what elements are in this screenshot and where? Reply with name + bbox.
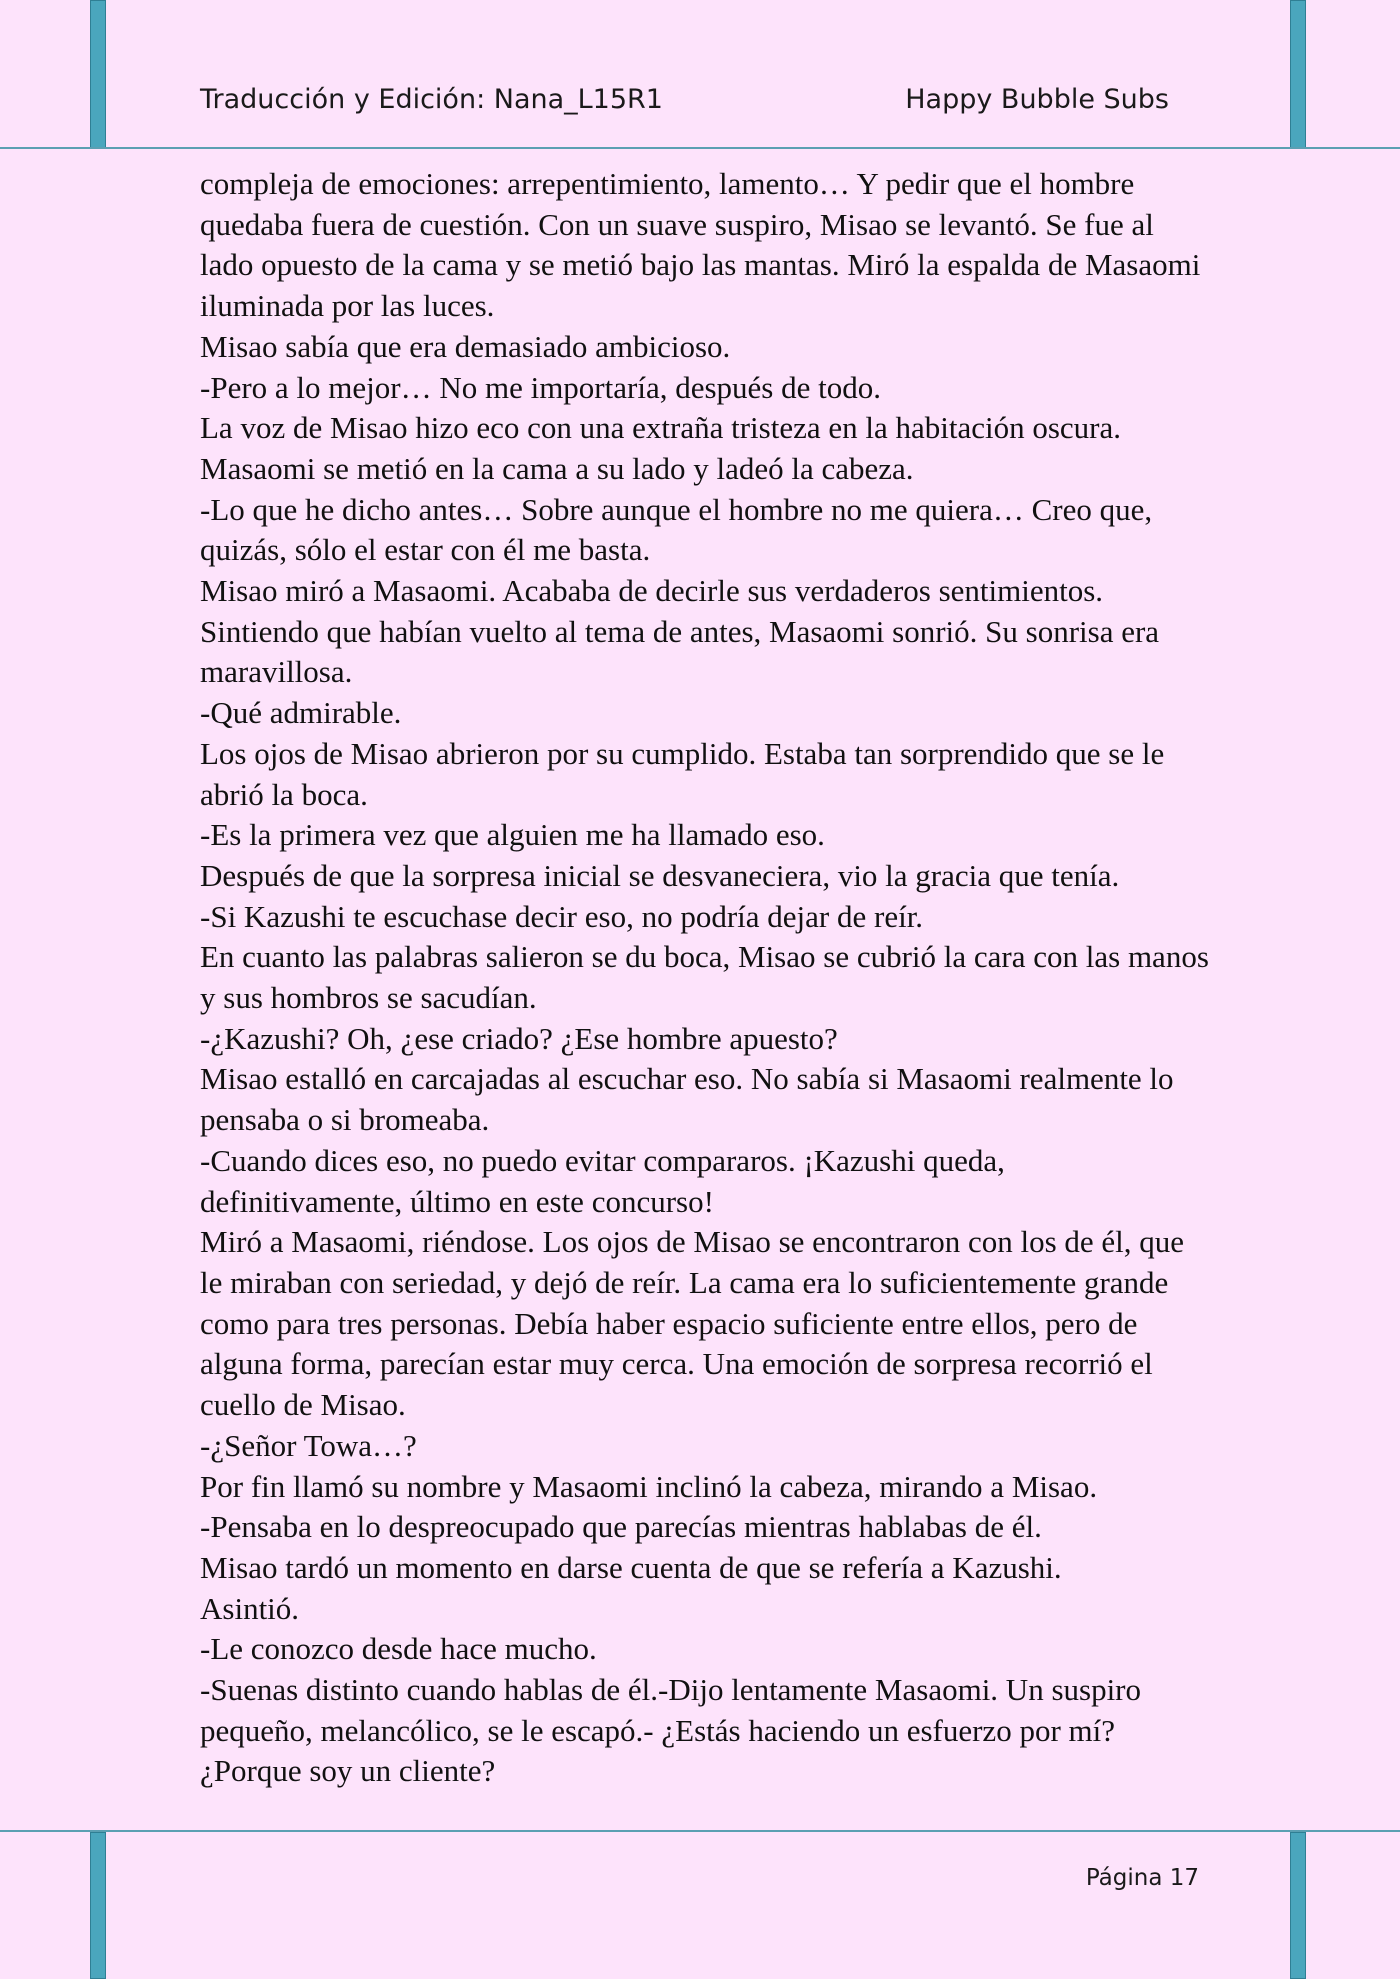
paragraph: Misao sabía que era demasiado ambicioso. (200, 328, 731, 364)
decorative-bar-bottom-right (1290, 1832, 1306, 1979)
footer-rule (0, 1830, 1400, 1832)
paragraph: Masaomi se metió en la cama a su lado y ladeó la cabeza. (200, 450, 914, 486)
paragraph: -Qué admirable. (200, 695, 402, 731)
paragraph: En cuanto las palabras salieron se du boca, Misao se cubrió la cara con las manos y sus hombros se sacudían. (200, 939, 1209, 1016)
header-rule (0, 147, 1400, 149)
paragraph: compleja de emociones: arrepentimiento, lamento… Y pedir que el hombre quedaba fuera de cuestión. Con un suave suspiro, Misao se levantó. Se fue al lado opuesto de la cama y se metió bajo las mantas. Miró la espalda de Masaomi iluminada por las luces. (200, 166, 1201, 324)
paragraph: Asintió. (200, 1590, 300, 1626)
paragraph: Misao miró a Masaomi. Acababa de decirle sus verdaderos sentimientos. (200, 573, 1104, 609)
body-text (200, 164, 1210, 1792)
decorative-bar-top-left (90, 0, 106, 149)
paragraph: Sintiendo que habían vuelto al tema de antes, Masaomi sonrió. Su sonrisa era maravillosa. (200, 613, 1160, 690)
paragraph: Por fin llamó su nombre y Masaomi inclinó la cabeza, mirando a Misao. (200, 1468, 1098, 1504)
page-number: Página 17 (1085, 1865, 1199, 1891)
paragraph: Después de que la sorpresa inicial se desvaneciera, vio la gracia que tenía. (200, 857, 1120, 893)
paragraph: Los ojos de Misao abrieron por su cumplido. Estaba tan sorprendido que se le abrió la boca. (200, 735, 1165, 812)
paragraph: -¿Kazushi? Oh, ¿ese criado? ¿Ese hombre apuesto? (200, 1020, 838, 1056)
paragraph: -Le conozco desde hace mucho. (200, 1631, 597, 1667)
decorative-bar-top-right (1290, 0, 1306, 149)
header-credit: Traducción y Edición: Nana_L15R1 (200, 84, 663, 115)
paragraph: -Lo que he dicho antes… Sobre aunque el hombre no me quiera… Creo que, quizás, sólo el estar con él me basta. (200, 491, 1153, 568)
paragraph: -Es la primera vez que alguien me ha llamado eso. (200, 817, 825, 853)
paragraph: -Suenas distinto cuando hablas de él.-Dijo lentamente Masaomi. Un suspiro pequeño, melancólico, se le escapó.- ¿Estás haciendo un esfuerzo por mí? ¿Porque soy un cliente? (200, 1672, 1142, 1789)
paragraph: Miró a Masaomi, riéndose. Los ojos de Misao se encontraron con los de él, que le miraban con seriedad, y dejó de reír. La cama era lo suficientemente grande como para tres personas. Debía haber espacio suficiente entre ellos, pero de alguna forma, parecían estar muy cerca. Una emoción de sorpresa recorrió el cuello de Misao. (200, 1224, 1185, 1423)
paragraph: Misao estalló en carcajadas al escuchar eso. No sabía si Masaomi realmente lo pensaba o si bromeaba. (200, 1061, 1174, 1138)
paragraph: Misao tardó un momento en darse cuenta de que se refería a Kazushi. (200, 1549, 1062, 1585)
paragraph: -Cuando dices eso, no puedo evitar compararos. ¡Kazushi queda, definitivamente, último en este concurso! (200, 1142, 1005, 1219)
paragraph: -¿Señor Towa…? (200, 1427, 417, 1463)
header-group-name: Happy Bubble Subs (905, 84, 1169, 115)
paragraph: -Pensaba en lo despreocupado que parecías mientras hablabas de él. (200, 1509, 1042, 1545)
paragraph: -Pero a lo mejor… No me importaría, después de todo. (200, 369, 881, 405)
paragraph: -Si Kazushi te escuchase decir eso, no podría dejar de reír. (200, 898, 924, 934)
decorative-bar-bottom-left (90, 1832, 106, 1979)
paragraph: La voz de Misao hizo eco con una extraña tristeza en la habitación oscura. (200, 410, 1121, 446)
